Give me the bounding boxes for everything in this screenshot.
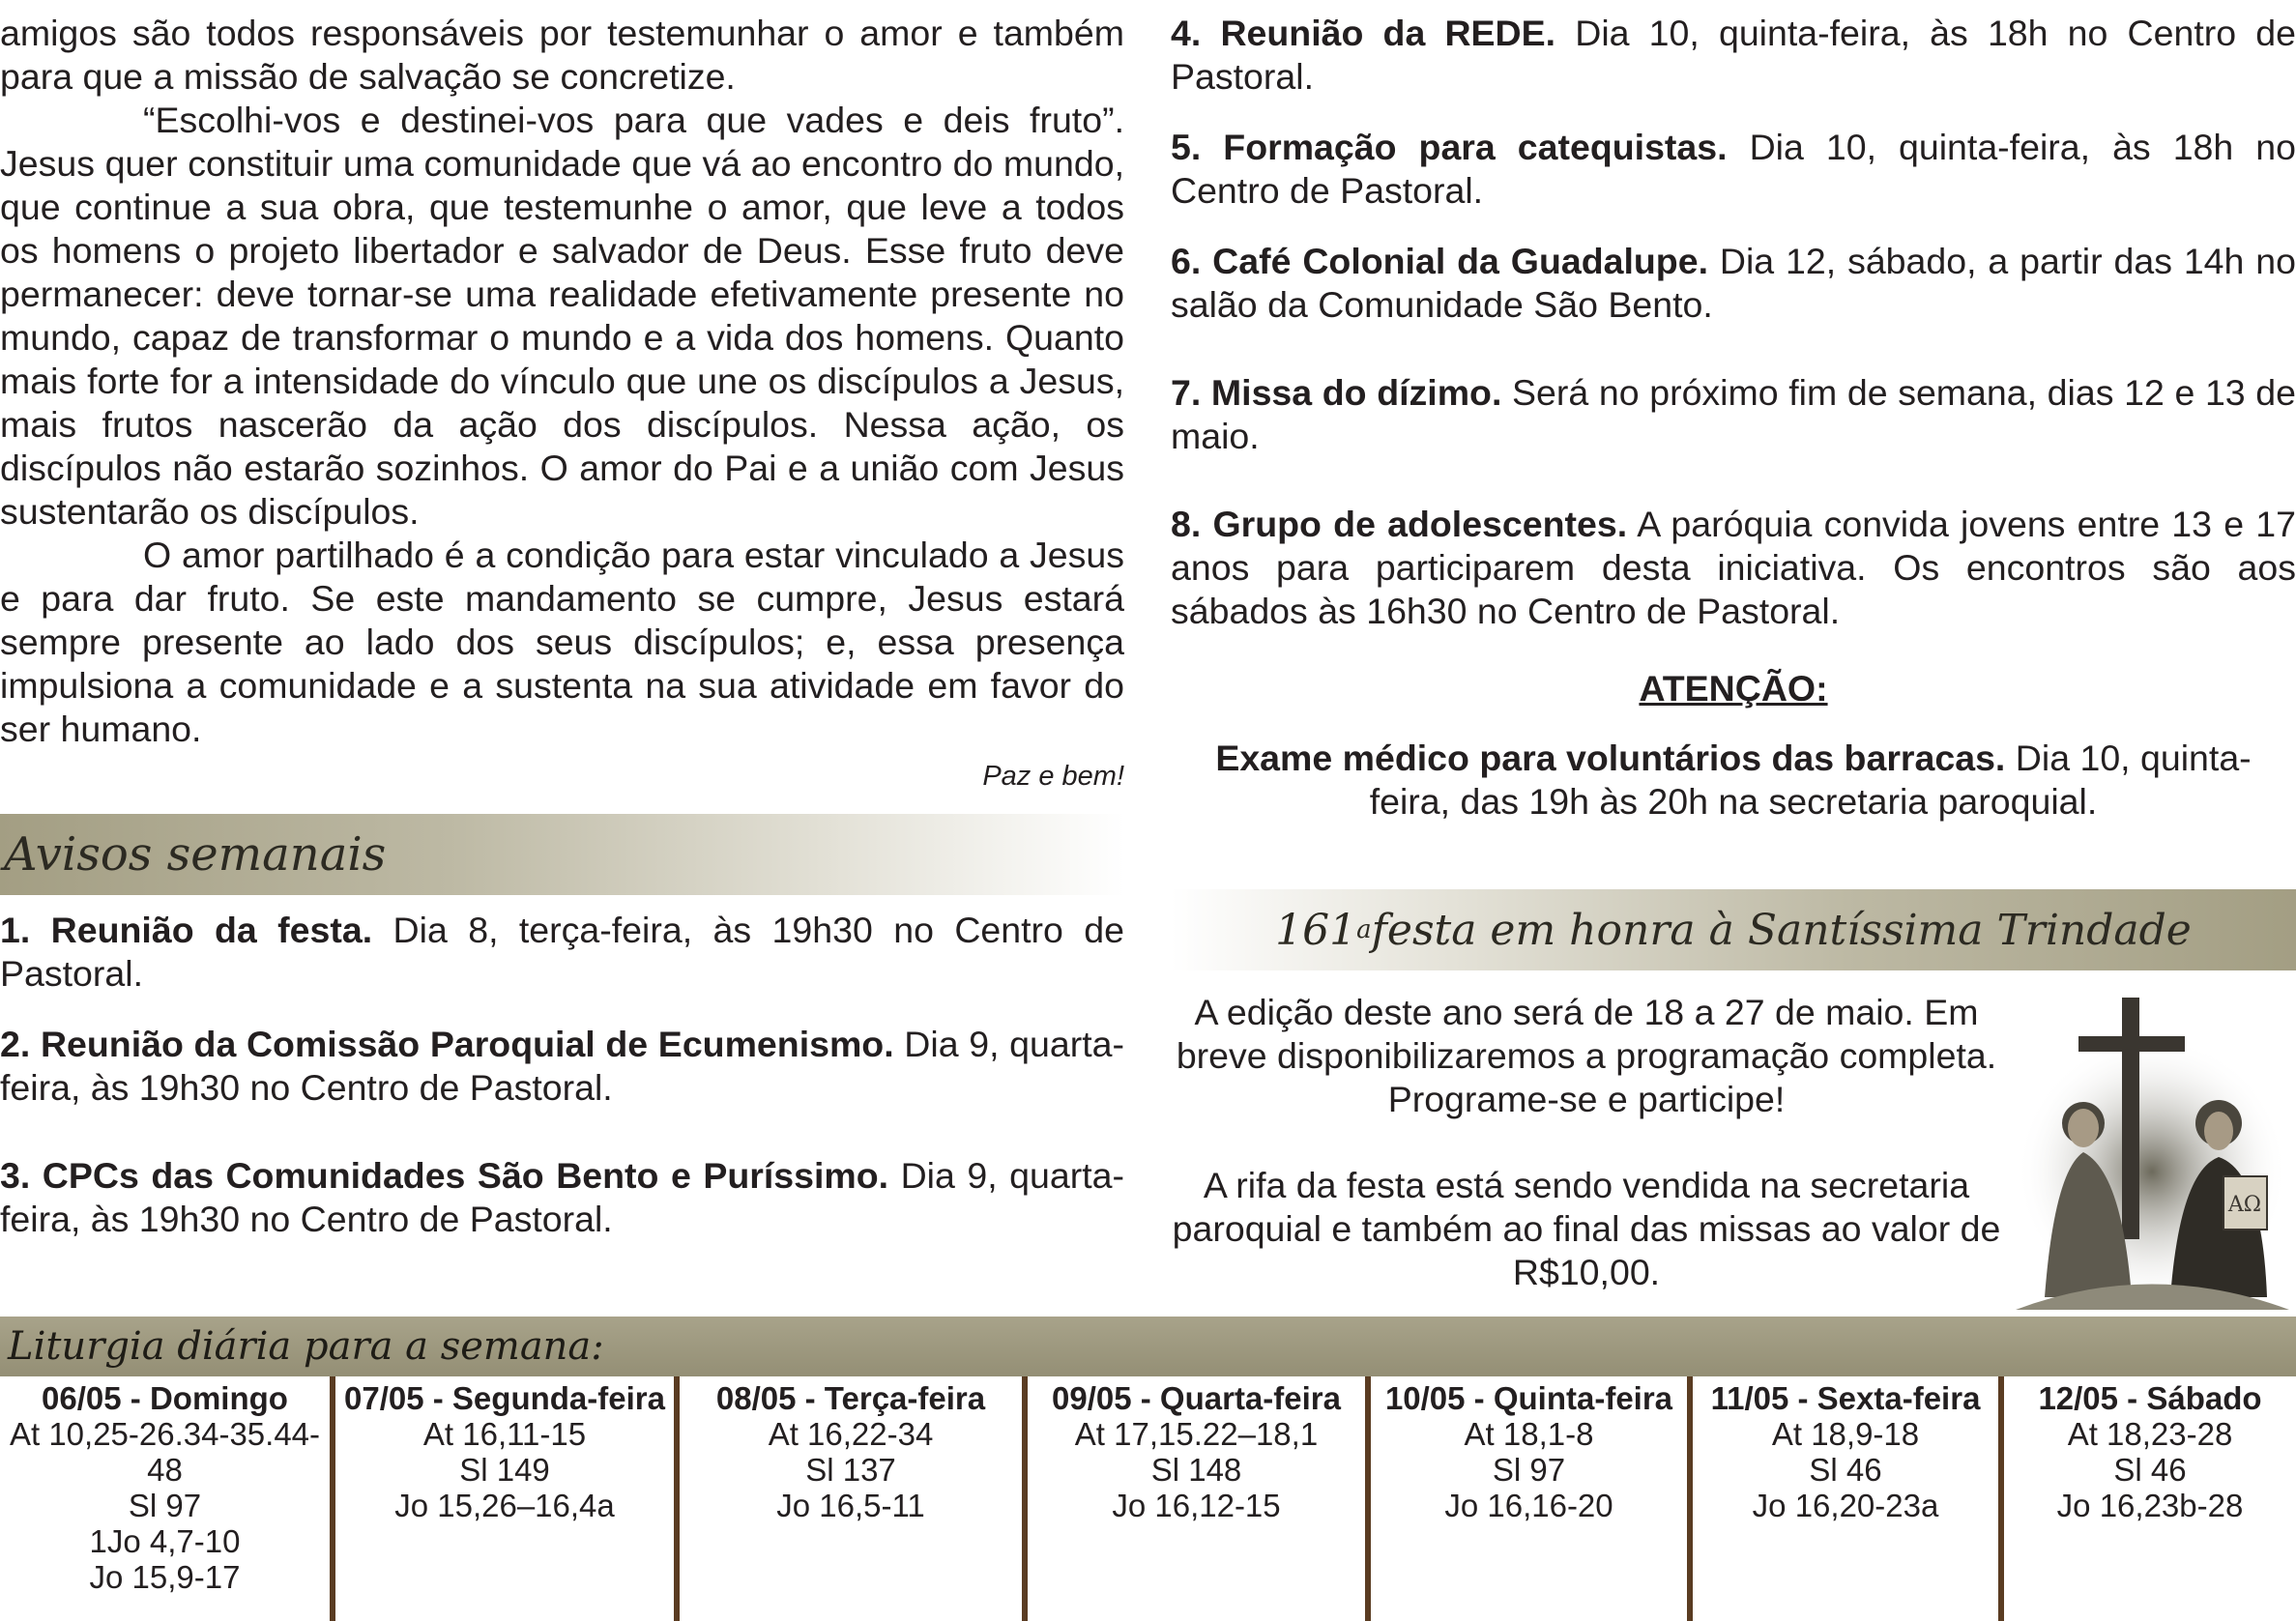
- liturgia-day-sabado: [2004, 1376, 2296, 1621]
- atencao-heading: ATENÇÃO:: [1639, 668, 1828, 709]
- festa-heading-sup: a: [1356, 915, 1372, 944]
- reading: Jo 16,16-20: [1444, 1488, 1613, 1523]
- trinity-statue-image: [2016, 978, 2289, 1310]
- notice-title: 8. Grupo de adolescentes.: [1171, 504, 1628, 544]
- notice-item: [1171, 12, 2296, 99]
- day-header: 10/05 - Quinta-feira: [1384, 1380, 1673, 1416]
- left-column: [0, 12, 1124, 1268]
- liturgia-day-quinta: [1371, 1376, 1687, 1621]
- notice-item: [0, 1154, 1124, 1241]
- reading: At 18,9-18: [1771, 1416, 1920, 1452]
- day-header: 07/05 - Segunda-feira: [344, 1380, 665, 1416]
- festa-heading-rest: festa em honra à Santíssima Trindade: [1371, 905, 2192, 955]
- reading: Sl 46: [2113, 1452, 2187, 1488]
- reading: At 18,1-8: [1464, 1416, 1594, 1452]
- liturgia-day-quarta: [1028, 1376, 1365, 1621]
- reflection-paragraph-2: “Escolhi-vos e destinei-vos para que vades e deis fruto”. Jesus quer constituir uma comunidade que vá ao encontro do mundo, que continue a sua obra, que testemunhe o amor, que leve a todos os homens o projeto libertador e salvador de Deus. Esse fruto deve permanecer: deve tornar-se uma realidade efetivamente presente no mundo, capaz de transformar o mundo e a vida dos homens. Quanto mais forte for a intensidade do vínculo que une os discípulos a Jesus, mais frutos nascerão da ação dos discípulos. Nessa ação, os discípulos não estarão sozinhos. O amor do Pai e a união com Jesus sustentarão os discípulos.: [0, 100, 1124, 532]
- reading: Jo 16,23b-28: [2056, 1488, 2244, 1523]
- notice-title: 2. Reunião da Comissão Paroquial de Ecumenismo.: [0, 1024, 894, 1064]
- day-header: 11/05 - Sexta-feira: [1710, 1380, 1981, 1416]
- reading: Sl 148: [1150, 1452, 1242, 1488]
- festa-paragraph-2: A rifa da festa está sendo vendida na secretaria paroquial e também ao final das missas ao valor de R$10,00.: [1172, 1165, 2001, 1292]
- notice-title: 5. Formação para catequistas.: [1171, 127, 1728, 167]
- reflection-paragraph-1: amigos são todos responsáveis por testemunhar o amor e também para que a missão de salvação se concretize.: [0, 13, 1124, 97]
- reading: At 18,23-28: [2067, 1416, 2233, 1452]
- notice-item: [0, 1023, 1124, 1110]
- reading: At 17,15.22–18,1: [1074, 1416, 1319, 1452]
- liturgia-day-domingo: [0, 1376, 330, 1621]
- festa-paragraph-1: A edição deste ano será de 18 a 27 de maio. Em breve disponibilizaremos a programação completa. Programe-se e participe!: [1176, 992, 1997, 1119]
- atencao-notice: [1209, 737, 2257, 824]
- liturgia-day-terca: [680, 1376, 1022, 1621]
- avisos-heading: Avisos semanais: [0, 814, 1124, 895]
- notice-title: 3. CPCs das Comunidades São Bento e Puríssimo.: [0, 1155, 889, 1196]
- reading: Sl 137: [805, 1452, 896, 1488]
- liturgia-day-sexta: [1693, 1376, 1998, 1621]
- liturgia-heading: Liturgia diária para a semana:: [0, 1317, 2296, 1376]
- right-column: [1171, 12, 2296, 824]
- day-header: 06/05 - Domingo: [42, 1380, 288, 1416]
- notice-item: [1171, 503, 2296, 633]
- reading: At 16,22-34: [768, 1416, 934, 1452]
- notice-text: Dia 12, sábado, a partir das 14h no salão da Comunidade São Bento.: [1171, 241, 2296, 325]
- avisos-list-left: [0, 909, 1124, 1241]
- festa-text: [1171, 991, 2002, 1337]
- notice-title: 6. Café Colonial da Guadalupe.: [1171, 241, 1708, 281]
- reading: 1Jo 4,7-10: [89, 1523, 241, 1559]
- reflection-paragraph-3: O amor partilhado é a condição para estar vinculado a Jesus e para dar fruto. Se este mandamento se cumpre, Jesus estará sempre presente ao lado dos seus discípulos; e, essa presença impulsiona a comunidade e a sustenta na sua atividade em favor do ser humano.: [0, 535, 1124, 749]
- reading: Jo 15,26–16,4a: [394, 1488, 615, 1523]
- notice-title: 7. Missa do dízimo.: [1171, 372, 1502, 413]
- notice-text: Dia 9, quarta-feira, às 19h30 no Centro de Pastoral.: [0, 1024, 1124, 1108]
- reading: Sl 97: [1492, 1452, 1566, 1488]
- day-header: 08/05 - Terça-feira: [715, 1380, 986, 1416]
- reading: At 10,25-26.34-35.44-48: [9, 1416, 321, 1488]
- reading: Jo 15,9-17: [89, 1559, 241, 1595]
- festa-heading: [1171, 889, 2296, 970]
- reading: Jo 16,12-15: [1112, 1488, 1281, 1523]
- signoff: Paz e bem!: [982, 761, 1124, 792]
- notice-title: 4. Reunião da REDE.: [1171, 13, 1556, 53]
- reading: Jo 16,20-23a: [1752, 1488, 1939, 1523]
- notice-text: Dia 10, quinta-feira, às 18h no Centro de Pastoral.: [1171, 127, 2296, 211]
- reading: Sl 97: [128, 1488, 202, 1523]
- day-header: 09/05 - Quarta-feira: [1052, 1380, 1341, 1416]
- reading: Sl 149: [459, 1452, 550, 1488]
- notice-item: [1171, 371, 2296, 458]
- notice-text: Dia 9, quarta-feira, às 19h30 no Centro de Pastoral.: [0, 1155, 1124, 1239]
- liturgia-day-segunda: [335, 1376, 674, 1621]
- book-label: AΩ: [2227, 1193, 2262, 1217]
- notice-item: [1171, 126, 2296, 213]
- liturgia-table: [0, 1376, 2296, 1621]
- notice-title: 1. Reunião da festa.: [0, 910, 373, 950]
- notice-text: Dia 10, quinta-feira, às 18h no Centro de Pastoral.: [1171, 13, 2296, 97]
- notice-item: [0, 909, 1124, 996]
- reading: Jo 16,5-11: [776, 1488, 925, 1523]
- atencao-text: Dia 10, quinta-feira, das 19h às 20h na secretaria paroquial.: [1369, 738, 2252, 822]
- notice-text: Será no próximo fim de semana, dias 12 e 13 de maio.: [1171, 372, 2296, 456]
- atencao-title: Exame médico para voluntários das barracas.: [1215, 738, 2006, 778]
- day-header: 12/05 - Sábado: [2038, 1380, 2262, 1416]
- notice-text: Dia 8, terça-feira, às 19h30 no Centro de Pastoral.: [0, 910, 1124, 994]
- festa-heading-num: 161: [1275, 905, 1357, 955]
- notice-text: A paróquia convida jovens entre 13 e 17 anos para participarem desta iniciativa. Os encontros são aos sábados às 16h30 no Centro de Pastoral.: [1171, 504, 2296, 631]
- reading: Sl 46: [1809, 1452, 1882, 1488]
- notice-item: [1171, 240, 2296, 327]
- reading: At 16,11-15: [422, 1416, 587, 1452]
